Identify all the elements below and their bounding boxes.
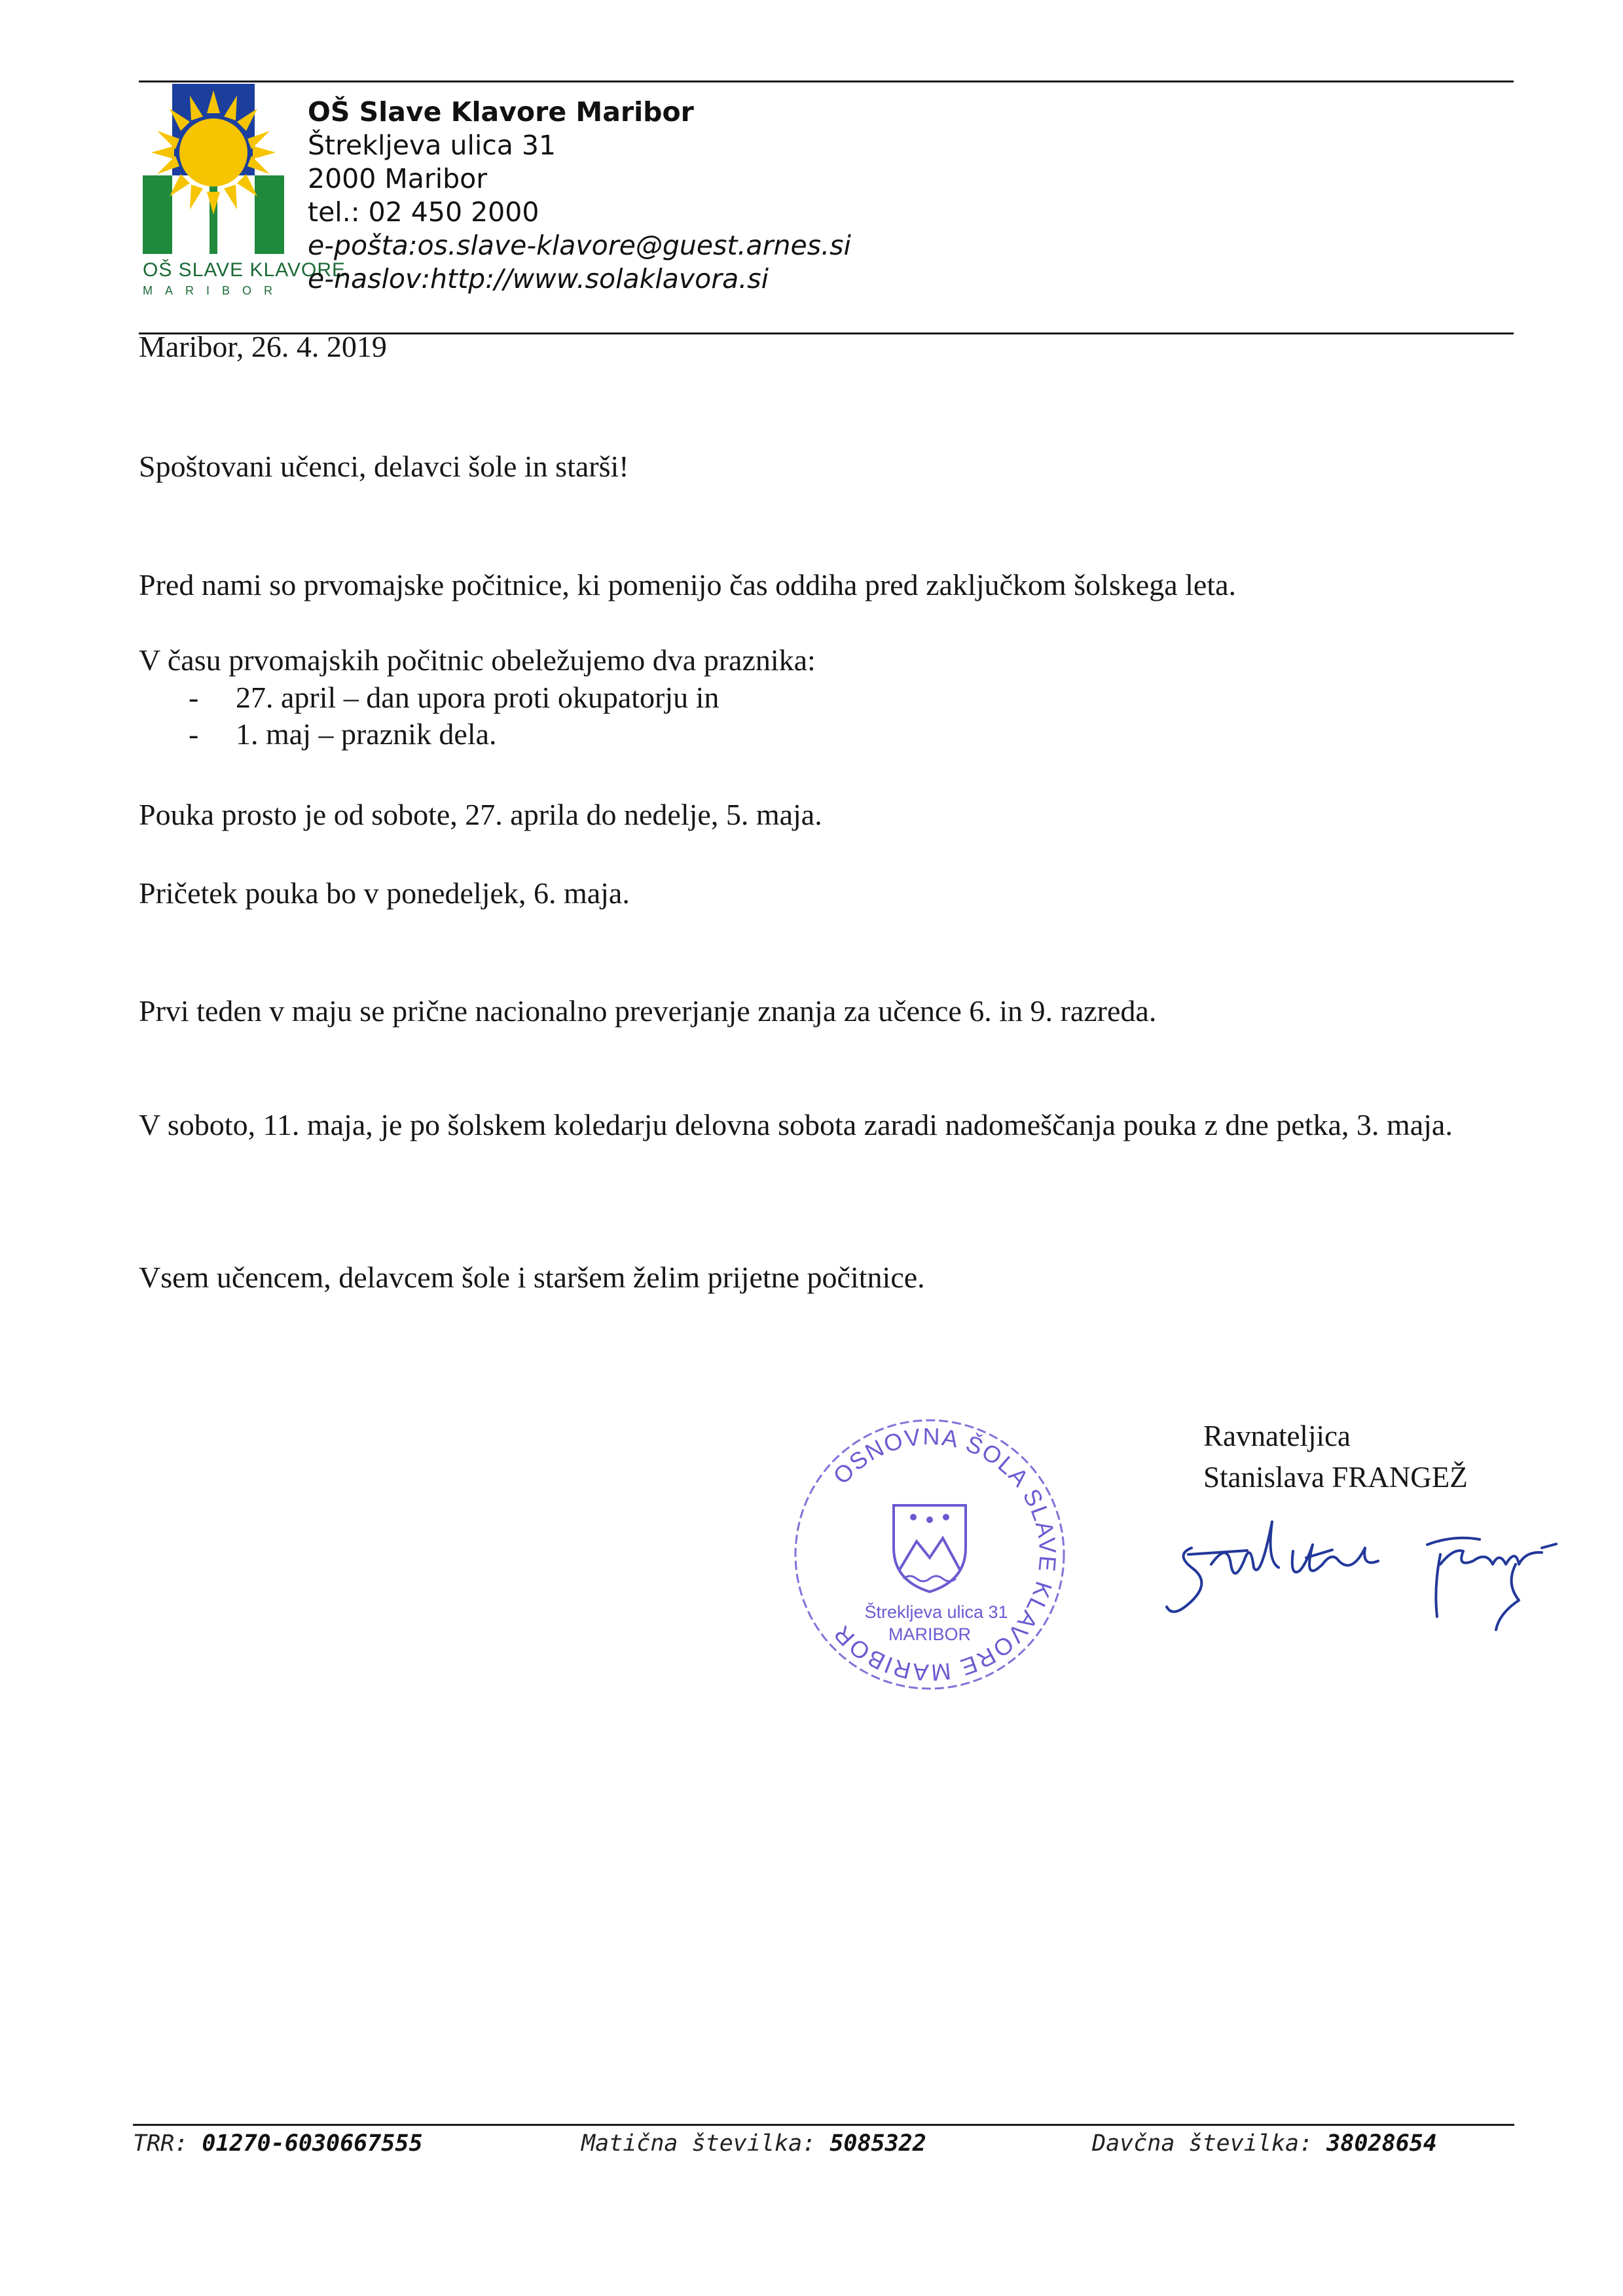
school-stamp [782,1407,1077,1702]
footer-trr-label: TRR: [133,2130,189,2157]
sun-logo-icon [143,84,284,254]
list-item-dash: - [189,681,199,714]
school-email[interactable]: e-pošta:os.slave-klavore@guest.arnes.si [308,230,851,261]
school-phone: tel.: 02 450 2000 [308,196,539,228]
footer-trr-value: 01270-6030667555 [202,2130,423,2157]
slovenia-coat-of-arms-icon [894,1505,966,1592]
school-name: OŠ Slave Klavore Maribor [308,96,694,128]
list-item: 1. maj – praznik dela. [236,717,497,751]
header-top-rule [139,81,1514,82]
logo-school-name: OŠ SLAVE KLAVORE [143,259,346,281]
signatory-name: Stanislava FRANGEŽ [1203,1461,1468,1494]
letter-date: Maribor, 26. 4. 2019 [139,330,387,363]
paragraph-holidays-intro: V času prvomajskih počitnic obeležujemo dva praznika: [139,643,816,677]
paragraph-intro: Pred nami so prvomajske počitnice, ki pomenijo čas oddiha pred zaključkom šolskega leta. [139,568,1237,601]
list-item: 27. april – dan upora proti okupatorju in [236,681,720,714]
footer-maticna-label: Matična številka: [581,2130,816,2157]
school-website[interactable]: e-naslov:http://www.solaklavora.si [308,263,769,295]
footer-maticna [581,2130,926,2157]
footer-maticna-value: 5085322 [830,2130,926,2157]
paragraph-wishes: Vsem učencem, delavcem šole i staršem želim prijetne počitnice. [139,1261,925,1294]
stamp-street: Štrekljeva ulica 31 [864,1602,1008,1622]
signatory-title: Ravnateljica [1203,1420,1351,1452]
stamp-ring-text: OSNOVNA ŠOLA SLAVE KLAVORE MARIBOR [828,1422,1062,1687]
footer-davcna-label: Davčna številka: [1092,2130,1313,2157]
contact-block [308,96,851,296]
paragraph-school-start: Pričetek pouka bo v ponedeljek, 6. maja. [139,876,630,910]
school-city: 2000 Maribor [308,163,488,194]
footer-davcna-value: 38028654 [1326,2130,1437,2157]
school-logo [143,84,346,300]
footer-rule [133,2124,1514,2126]
school-street: Štrekljeva ulica 31 [308,130,556,161]
stamp-city: MARIBOR [888,1624,972,1644]
letter-greeting: Spoštovani učenci, delavci šole in starši! [139,450,629,483]
list-item-dash: - [189,717,199,751]
handwritten-signature [1159,1486,1578,1643]
paragraph-working-saturday: V soboto, 11. maja, je po šolskem koledarju delovna sobota zaradi nadomeščanja pouka z dne petka, 3. maja. [139,1108,1453,1141]
paragraph-no-school: Pouka prosto je od sobote, 27. aprila do nedelje, 5. maja. [139,798,822,831]
footer-davcna [1092,2130,1437,2157]
paragraph-national-testing: Prvi teden v maju se prične nacionalno preverjanje znanja za učence 6. in 9. razreda. [139,994,1157,1028]
footer-trr [133,2130,423,2157]
logo-city-name: MARIBOR [143,284,285,297]
